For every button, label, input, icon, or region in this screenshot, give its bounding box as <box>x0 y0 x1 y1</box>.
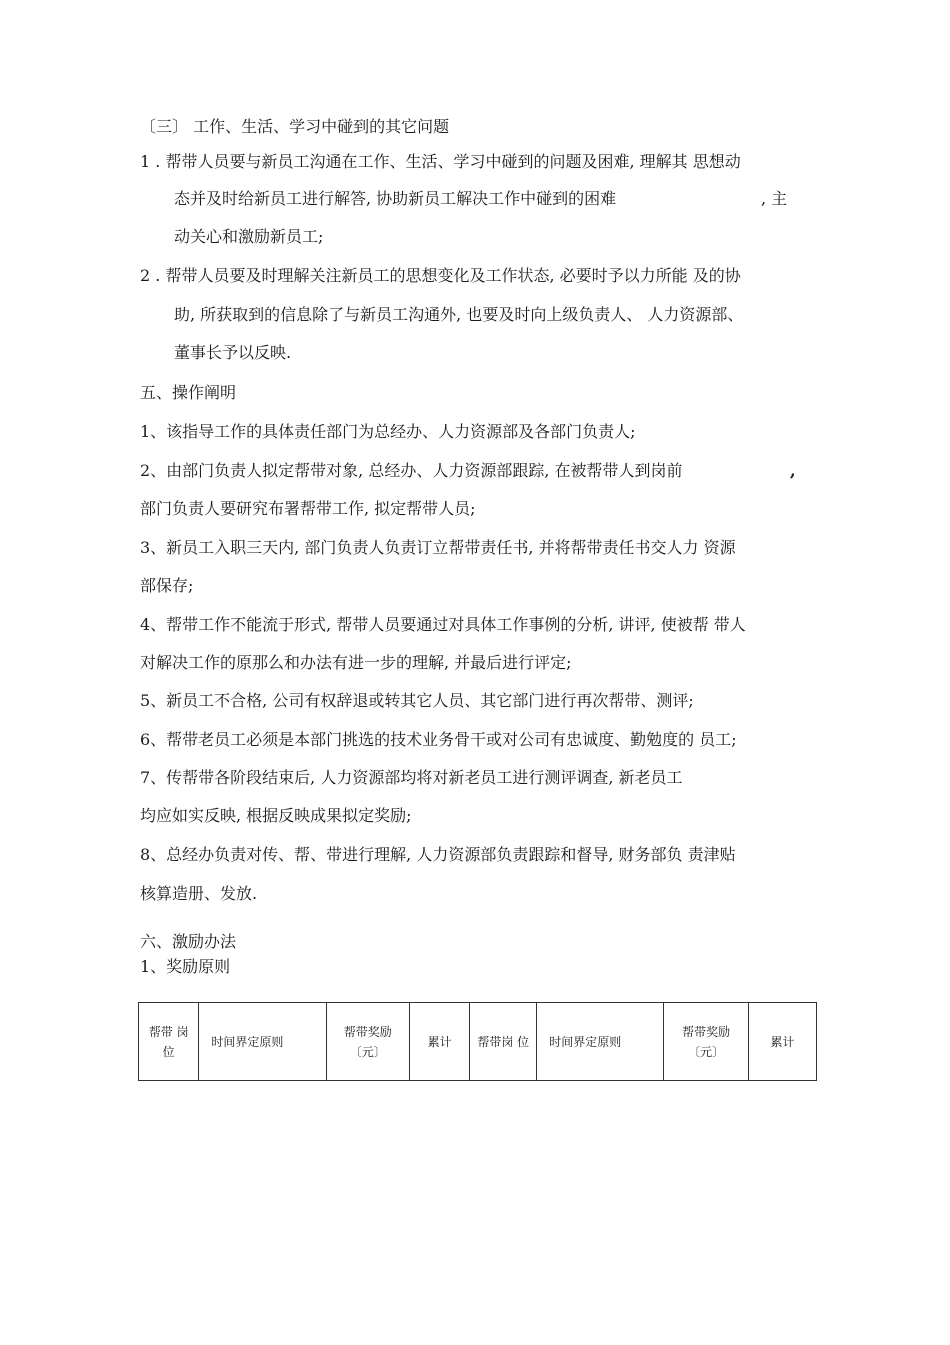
section-6-sub1: 1、奖励原则 <box>140 957 231 976</box>
list-item-1-line3: 动关心和激励新员工; <box>174 227 324 246</box>
table-header-cell: 累计 <box>409 1003 469 1081</box>
section-5-p2-line1: 2、由部门负责人拟定帮带对象, 总经办、人力资源部跟踪, 在被帮带人到岗前 <box>140 461 683 480</box>
subsection-heading: 〔三〕 工作、生活、学习中碰到的其它问题 <box>140 117 450 136</box>
table-header-cell: 时间界定原则 <box>537 1003 664 1081</box>
list-item-2-line3: 董事长予以反映. <box>174 343 292 362</box>
list-item-2-line2: 助, 所获取到的信息除了与新员工沟通外, 也要及时向上级负责人、 人力资源部、 <box>174 305 744 324</box>
table-header-cell: 帮带岗 位 <box>470 1003 537 1081</box>
section-5-title: 五、操作阐明 <box>140 383 237 402</box>
section-5-p7-line2: 均应如实反映, 根据反映成果拟定奖励; <box>140 806 412 825</box>
section-5-p7-line1: 7、传帮带各阶段结束后, 人力资源部均将对新老员工进行测评调查, 新老员工 <box>140 768 683 787</box>
section-5-p3-line2: 部保存; <box>140 576 194 595</box>
reward-table <box>138 1002 817 1081</box>
section-6-title: 六、激励办法 <box>140 932 237 951</box>
table-header-cell: 帮带奖励 〔元〕 <box>326 1003 409 1081</box>
section-5-p1: 1、该指导工作的具体责任部门为总经办、人力资源部及各部门负责人; <box>140 422 636 441</box>
table-header-cell: 时间界定原则 <box>199 1003 326 1081</box>
table-header-cell: 帮带奖励 〔元〕 <box>664 1003 748 1081</box>
list-item-1-line1: 1 . 帮带人员要与新员工沟通在工作、生活、学习中碰到的问题及困难, 理解其 思想动 <box>140 152 741 171</box>
section-5-p4-line1: 4、帮带工作不能流于形式, 帮带人员要通过对具体工作事例的分析, 讲评, 使被帮 带人 <box>140 615 746 634</box>
list-item-1-line2: 态并及时给新员工进行解答, 协助新员工解决工作中碰到的困难 <box>174 189 617 208</box>
section-5-p3-line1: 3、新员工入职三天内, 部门负责人负责订立帮带责任书, 并将帮带责任书交人力 资源 <box>140 538 736 557</box>
section-5-p8-line2: 核算造册、发放. <box>140 884 258 903</box>
table-header-cell: 帮带 岗 位 <box>139 1003 199 1081</box>
table-header-row <box>139 1003 817 1081</box>
section-5-p8-line1: 8、总经办负责对传、帮、带进行理解, 人力资源部负责跟踪和督导, 财务部负 责津贴 <box>140 845 736 864</box>
section-5-p2-line2: 部门负责人要研究布署帮带工作, 拟定帮带人员; <box>140 499 476 518</box>
table-header-cell: 累计 <box>748 1003 816 1081</box>
section-5-p2-comma: , <box>790 461 796 480</box>
list-item-1-line2-tail: , 主 <box>761 189 788 208</box>
list-item-2-line1: 2 . 帮带人员要及时理解关注新员工的思想变化及工作状态, 必要时予以力所能 及的协 <box>140 266 741 285</box>
section-5-p4-line2: 对解决工作的原那么和办法有进一步的理解, 并最后进行评定; <box>140 653 572 672</box>
section-5-p6: 6、帮带老员工必须是本部门挑选的技术业务骨干或对公司有忠诚度、勤勉度的 员工; <box>140 730 737 749</box>
section-5-p5: 5、新员工不合格, 公司有权辞退或转其它人员、其它部门进行再次帮带、测评; <box>140 691 694 710</box>
